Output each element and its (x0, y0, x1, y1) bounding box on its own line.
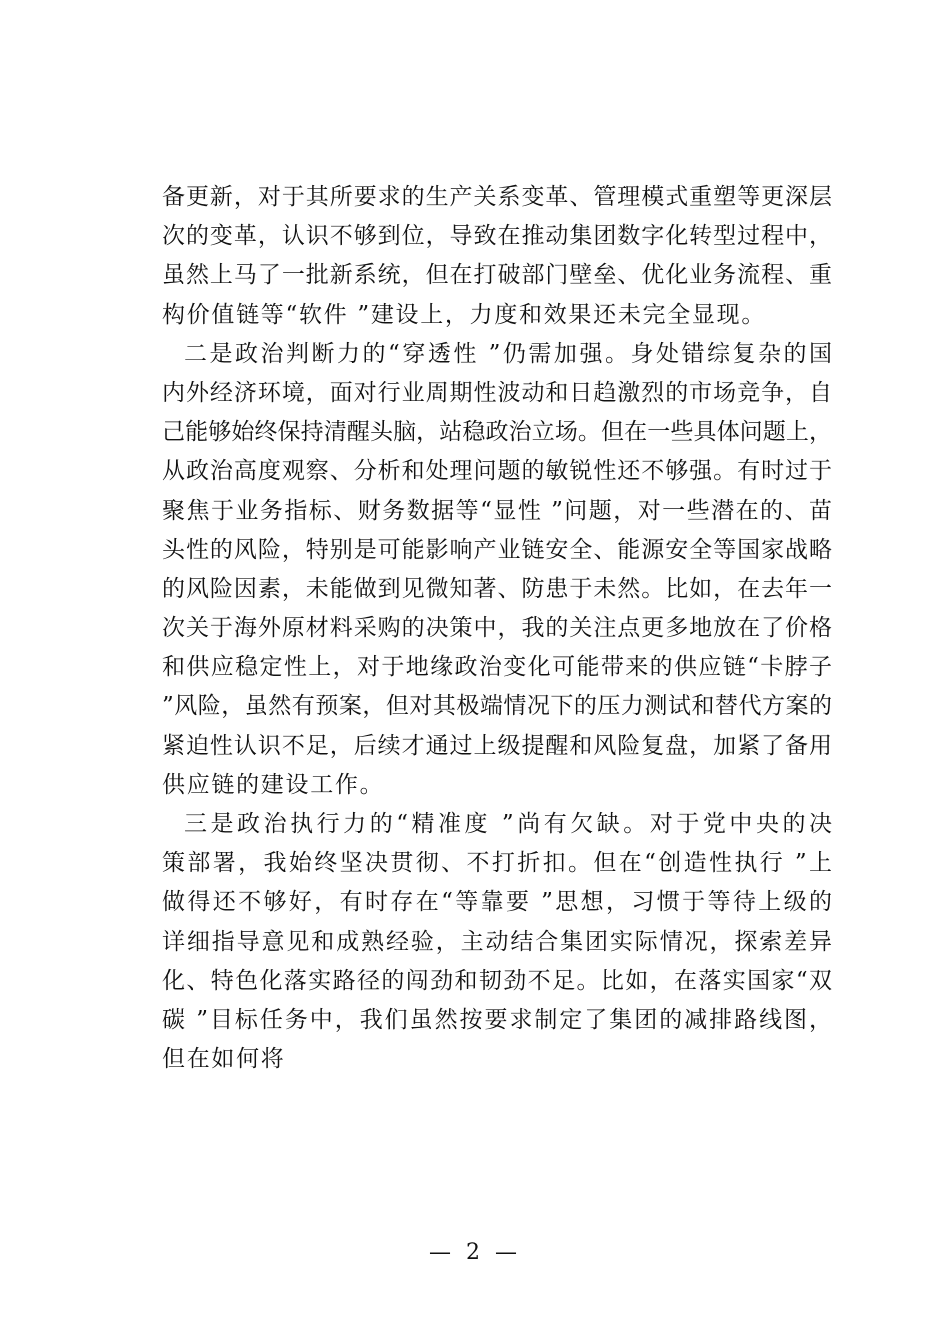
page-number: — 2 — (429, 1240, 521, 1265)
text-line: ”风险，虽然有预案，但对其极端情况下的压力测试和替代方案的 (162, 693, 832, 720)
text-line: 虽然上马了一批新系统，但在打破部门壁垒、优化业务流程、重 (162, 262, 832, 289)
text-line: 的风险因素，未能做到见微知著、防患于未然。比如，在去年一 (162, 575, 832, 602)
text-line: 内外经济环境，面对行业周期性波动和日趋激烈的市场竞争，自 (162, 379, 832, 406)
text-line: 头性的风险，特别是可能影响产业链安全、能源安全等国家战略 (162, 536, 832, 563)
text-line: 构价值链等“软件 ”建设上，力度和效果还未完全显现。 (162, 301, 767, 328)
text-line: 碳 ”目标任务中，我们虽然按要求制定了集团的减排路线图， (162, 1006, 832, 1033)
text-line: 但在如何将 (162, 1046, 286, 1073)
text-line: 详细指导意见和成熟经验，主动结合集团实际情况，探索差异 (162, 928, 832, 955)
paragraph-heading-line: 三是政治执行力的“精准度 ”尚有欠缺。对于党中央的决 (184, 811, 832, 837)
text-line: 备更新，对于其所要求的生产关系变革、管理模式重塑等更深层 (162, 184, 832, 210)
paragraph-heading-line: 二是政治判断力的“穿透性 ”仍需加强。身处错综复杂的国 (184, 340, 832, 367)
text-line: 化、特色化落实路径的闯劲和韧劲不足。比如，在落实国家“双 (162, 967, 832, 994)
text-line: 供应链的建设工作。 (162, 771, 385, 798)
text-line: 从政治高度观察、分析和处理问题的敏锐性还不够强。有时过于 (162, 458, 832, 485)
text-line: 次的变革，认识不够到位，导致在推动集团数字化转型过程中， (162, 223, 832, 250)
text-line: 和供应稳定性上，对于地缘政治变化可能带来的供应链“卡脖子 (162, 654, 832, 681)
text-line: 己能够始终保持清醒头脑，站稳政治立场。但在一些具体问题上， (162, 419, 832, 446)
text-line: 策部署，我始终坚决贯彻、不打折扣。但在“创造性执行 ”上 (162, 850, 832, 877)
text-line: 次关于海外原材料采购的决策中，我的关注点更多地放在了价格 (162, 615, 832, 642)
text-line: 紧迫性认识不足，后续才通过上级提醒和风险复盘，加紧了备用 (162, 732, 832, 759)
body-text (162, 178, 832, 1079)
text-line: 做得还不够好，有时存在“等靠要 ”思想，习惯于等待上级的 (162, 889, 832, 916)
text-line: 聚焦于业务指标、财务数据等“显性 ”问题，对一些潜在的、苗 (162, 497, 832, 524)
